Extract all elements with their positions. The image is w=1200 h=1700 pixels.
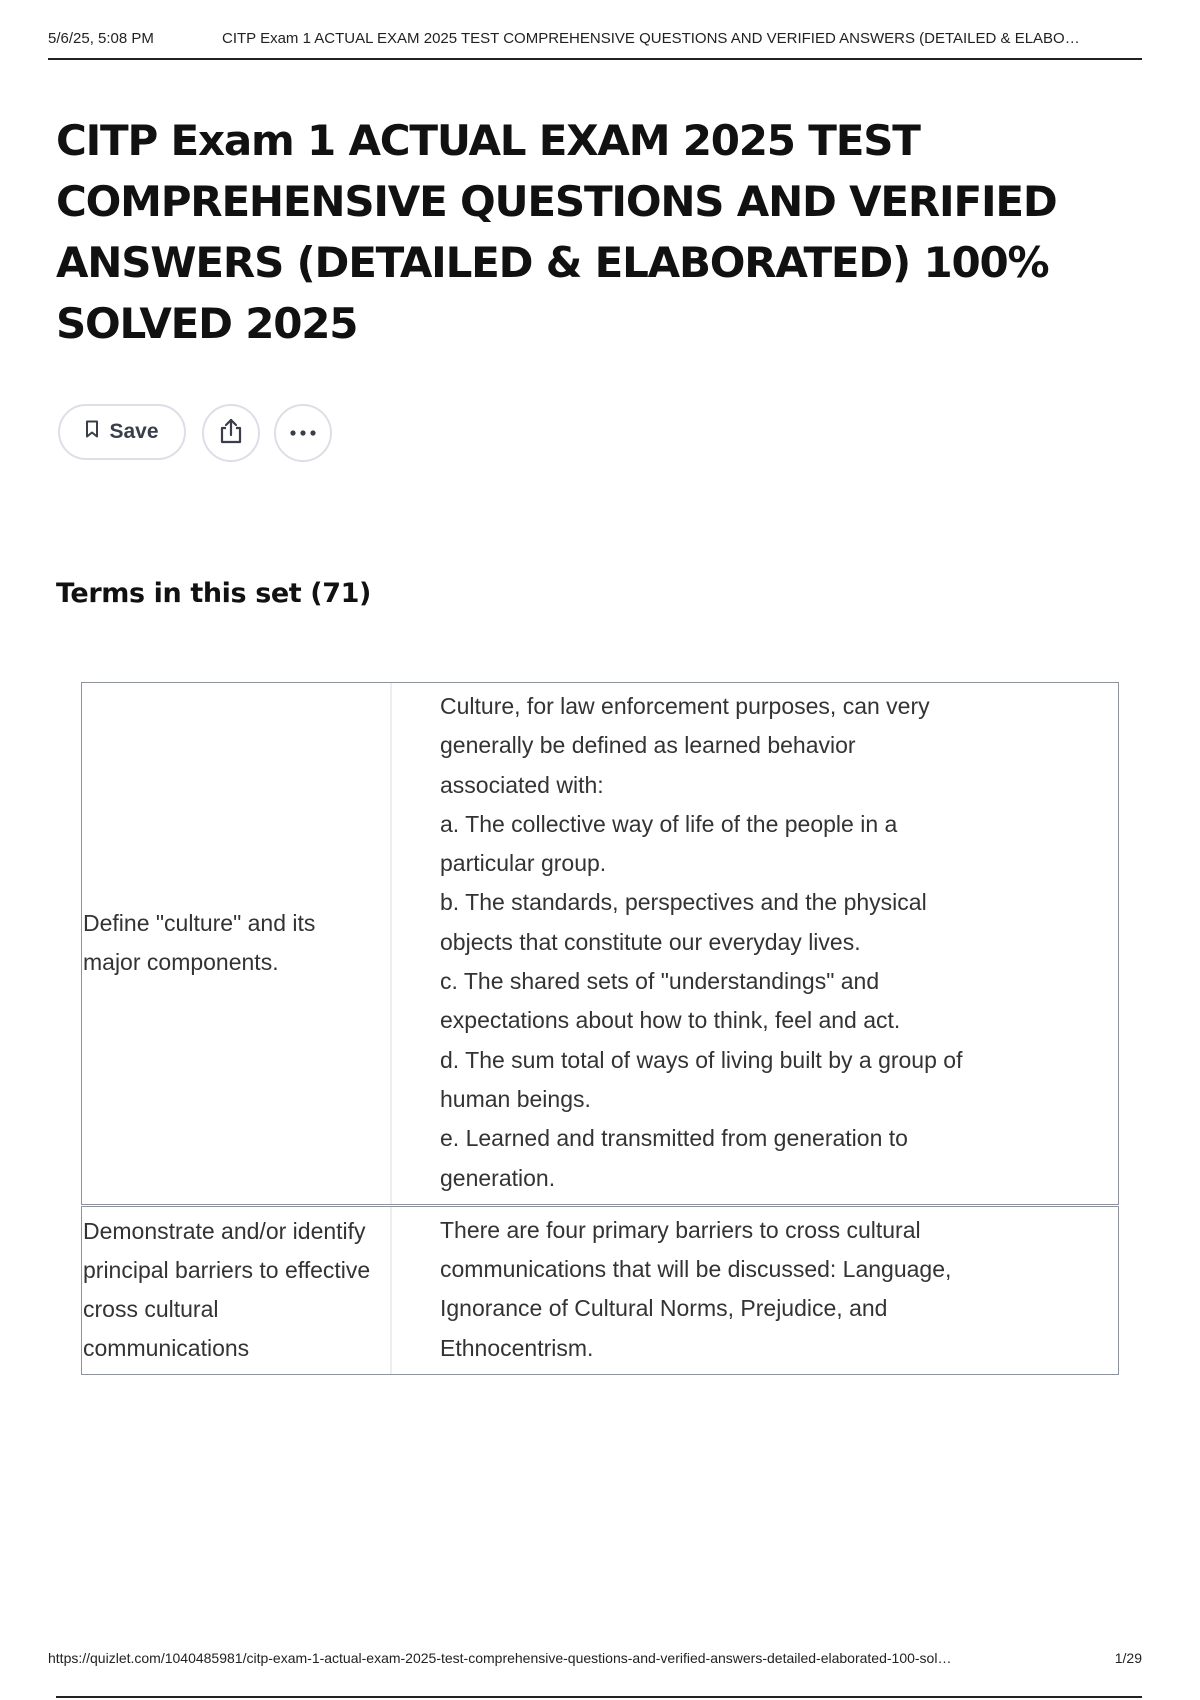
print-doc-title: CITP Exam 1 ACTUAL EXAM 2025 TEST COMPREHENSIVE QUESTIONS AND VERIFIED ANSWERS (DETAILED & ELABO… [222, 30, 1080, 47]
page-number: 1/29 [1114, 1650, 1142, 1666]
definition-line: c. The shared sets of "understandings" and [440, 968, 880, 995]
definition-line: d. The sum total of ways of living built by a group of [440, 1046, 963, 1073]
definition-text [392, 683, 1118, 1204]
page-url: https://quizlet.com/1040485981/citp-exam-1-actual-exam-2025-test-comprehensive-questions-and-verified-answers-detailed-elaborated-100-sol… [48, 1650, 952, 1666]
term-text: Demonstrate and/or identify principal barriers to effective cross cultural communications [82, 1207, 392, 1374]
save-button[interactable] [58, 404, 186, 460]
term-text: Define "culture" and its major components. [82, 683, 392, 1204]
share-icon [218, 417, 244, 450]
definition-line: expectations about how to think, feel and act. [440, 1007, 901, 1034]
term-row [81, 682, 1119, 1205]
definition-line: generally be defined as learned behavior [440, 732, 856, 759]
bookmark-icon [85, 420, 99, 444]
definition-line: b. The standards, perspectives and the physical [440, 889, 927, 916]
print-header [48, 30, 1142, 60]
definition-line: Ignorance of Cultural Norms, Prejudice, and [440, 1295, 888, 1322]
definition-line: human beings. [440, 1085, 591, 1112]
definition-line: objects that constitute our everyday lives. [440, 928, 861, 955]
save-label: Save [109, 420, 159, 443]
definition-line: There are four primary barriers to cross cultural [440, 1216, 921, 1243]
more-dots-icon [289, 424, 317, 442]
terms-table [81, 682, 1119, 1375]
share-button[interactable] [202, 404, 260, 462]
definition-line: particular group. [440, 850, 607, 877]
more-button[interactable] [274, 404, 332, 462]
definition-line: e. Learned and transmitted from generation to [440, 1125, 908, 1152]
definition-line: a. The collective way of life of the people in a [440, 810, 898, 837]
terms-heading: Terms in this set (71) [56, 578, 371, 609]
footer-divider [56, 1696, 1142, 1698]
print-date: 5/6/25, 5:08 PM [48, 30, 154, 47]
definition-line: communications that will be discussed: Language, [440, 1256, 952, 1283]
definition-line: associated with: [440, 771, 604, 798]
definition-line: Ethnocentrism. [440, 1334, 594, 1361]
page-title: CITP Exam 1 ACTUAL EXAM 2025 TEST COMPREHENSIVE QUESTIONS AND VERIFIED ANSWERS (DETAILED & ELABORATED) 100% SOLVED 2025 [56, 116, 1057, 348]
definition-line: Culture, for law enforcement purposes, can very [440, 693, 930, 719]
term-row [81, 1206, 1119, 1375]
definition-text [392, 1207, 1118, 1374]
definition-line: generation. [440, 1164, 556, 1191]
